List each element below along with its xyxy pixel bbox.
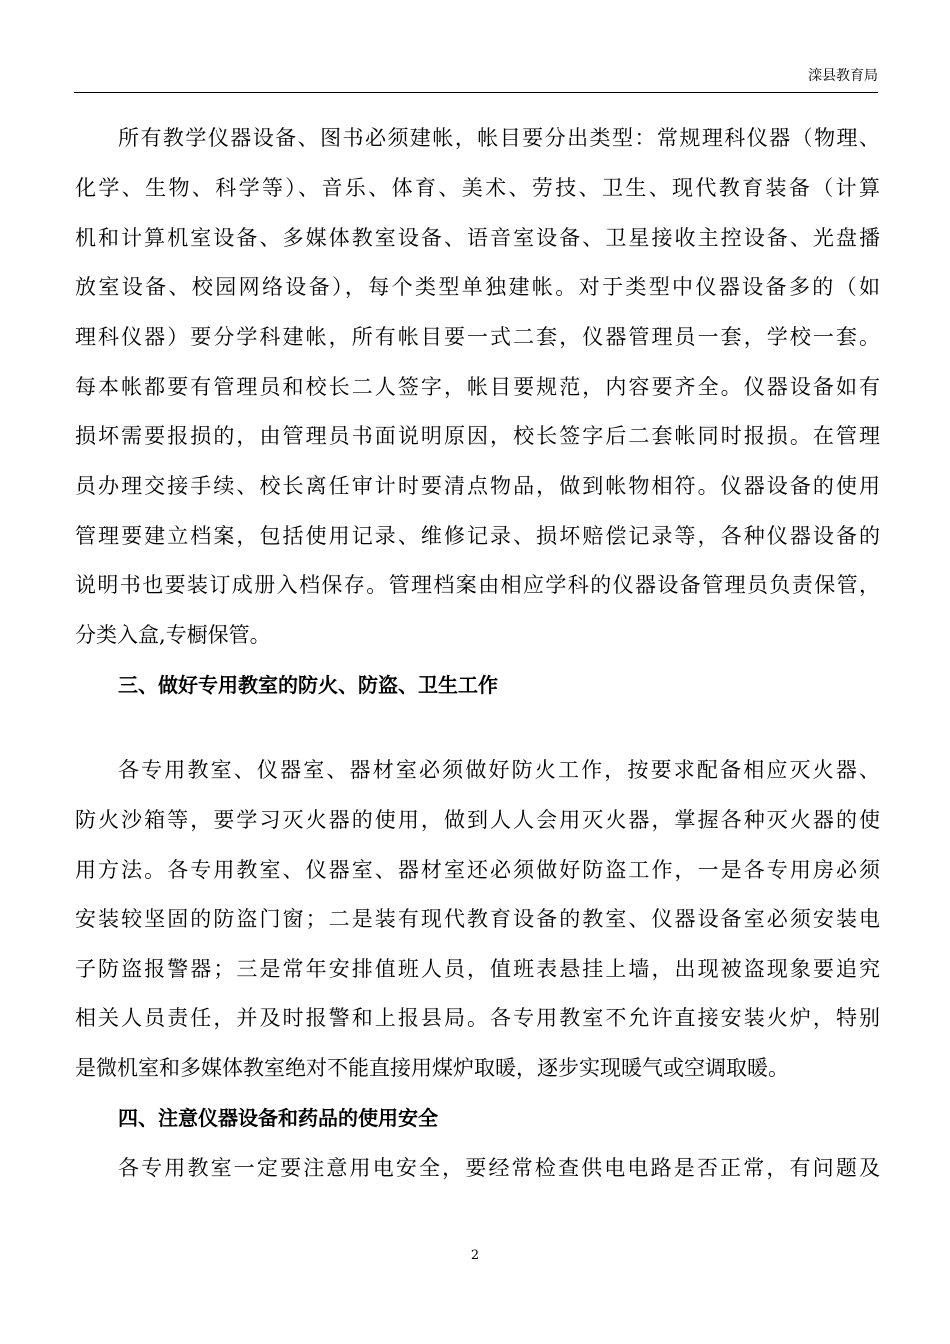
header-divider xyxy=(74,92,878,93)
paragraph-line: 所有教学仪器设备、图书必须建帐，帐目要分出类型：常规理科仪器（物理、 xyxy=(118,126,880,150)
page-header: 滦县教育局 xyxy=(808,68,878,84)
paragraph-line: 相关人员责任，并及时报警和上报县局。各专用教室不允许直接安装火炉，特别 xyxy=(75,1006,880,1030)
paragraph-line: 分类入盒,专橱保管。 xyxy=(75,623,271,647)
section-heading: 三、做好专用教室的防火、防盗、卫生工作 xyxy=(118,673,498,697)
paragraph-line: 用方法。各专用教室、仪器室、器材室还必须做好防盗工作，一是各专用房必须 xyxy=(75,858,880,882)
paragraph-line: 损坏需要报损的，由管理员书面说明原因，校长签字后二套帐同时报损。在管理 xyxy=(75,424,880,448)
paragraph-line: 各专用教室一定要注意用电安全，要经常检查供电电路是否正常，有问题及 xyxy=(118,1156,880,1180)
section-heading: 四、注意仪器设备和药品的使用安全 xyxy=(118,1106,438,1130)
paragraph-line: 各专用教室、仪器室、器材室必须做好防火工作，按要求配备相应灭火器、 xyxy=(118,758,880,782)
paragraph-line: 防火沙箱等，要学习灭火器的使用，做到人人会用灭火器，掌握各种灭火器的使 xyxy=(75,808,880,832)
paragraph-line: 放室设备、校园网络设备），每个类型单独建帐。对于类型中仪器设备多的（如 xyxy=(75,275,880,299)
paragraph-line: 每本帐都要有管理员和校长二人签字，帐目要规范，内容要齐全。仪器设备如有 xyxy=(75,375,880,399)
paragraph-line: 是微机室和多媒体教室绝对不能直接用煤炉取暖，逐步实现暖气或空调取暖。 xyxy=(75,1056,789,1080)
paragraph-line: 安装较坚固的防盗门窗；二是装有现代教育设备的教室、仪器设备室必须安装电 xyxy=(75,907,880,931)
paragraph-line: 管理要建立档案，包括使用记录、维修记录、损坏赔偿记录等，各种仪器设备的 xyxy=(75,524,880,548)
paragraph-line: 员办理交接手续、校长离任审计时要清点物品，做到帐物相符。仪器设备的使用 xyxy=(75,474,880,498)
paragraph-line: 化学、生物、科学等）、音乐、体育、美术、劳技、卫生、现代教育装备（计算 xyxy=(75,176,880,200)
page-number: 2 xyxy=(470,1248,480,1263)
paragraph-line: 机和计算机室设备、多媒体教室设备、语音室设备、卫星接收主控设备、光盘播 xyxy=(75,226,880,250)
paragraph-line: 子防盗报警器；三是常年安排值班人员，值班表悬挂上墙，出现被盗现象要追究 xyxy=(75,957,880,981)
paragraph-line: 说明书也要装订成册入档保存。管理档案由相应学科的仪器设备管理员负责保管， xyxy=(75,573,880,597)
paragraph-line: 理科仪器）要分学科建帐，所有帐目要一式二套，仪器管理员一套，学校一套。 xyxy=(75,325,880,349)
